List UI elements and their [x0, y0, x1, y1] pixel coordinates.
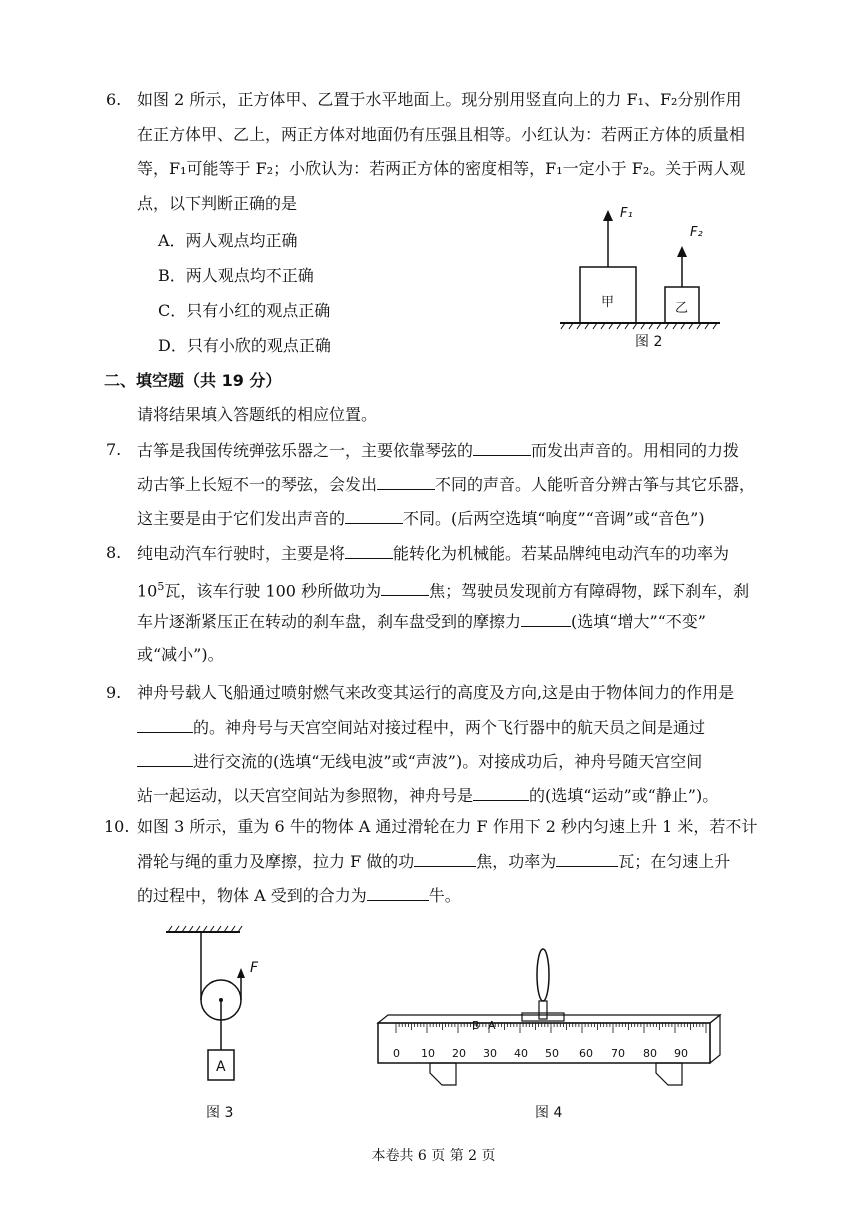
tick-label: 60 [579, 1047, 593, 1060]
q9-blank-3[interactable] [473, 784, 529, 801]
figure-4 [370, 945, 730, 1095]
q9-line-1: 神舟号载人飞船通过喷射燃气来改变其运行的高度及方向,这是由于物体间力的作用是 [137, 683, 735, 702]
lens-base [522, 1013, 564, 1021]
f2-arrowhead [677, 246, 687, 257]
q7-text-3b: 不同。(后两空选填“响度”“音调”或“音色”) [403, 509, 705, 528]
q9-text-4a: 站一起运动，以天宫空间站为参照物，神舟号是 [137, 786, 474, 805]
figure-2-caption: 图 2 [635, 334, 663, 350]
q7-line-3 [137, 507, 705, 530]
tick-label: 10 [421, 1047, 435, 1060]
q6-line-3: 等，F₁可能等于 F₂；小欣认为：若两正方体的密度相等，F₁一定小于 F₂。关于两人观 [137, 159, 746, 178]
q8-power-exponent: 5 [157, 580, 165, 593]
figure-3-caption: 图 3 [206, 1105, 234, 1121]
block-a-label: A [216, 1059, 226, 1075]
figure-4-caption: 图 4 [535, 1105, 563, 1121]
q9-text-4b: 的(选填“运动”或“静止”)。 [529, 786, 719, 805]
tick-label: 50 [545, 1047, 559, 1060]
q10-text-3a: 的过程中，物体 A 受到的合力为 [137, 886, 367, 905]
q10-line-2 [137, 850, 730, 873]
q8-number: 8. [106, 543, 122, 562]
q10-blank-1[interactable] [414, 850, 476, 867]
q7-line-2 [137, 473, 755, 496]
q6-option-b: B．两人观点均不正确 [158, 266, 314, 285]
f1-label: F₁ [620, 206, 633, 221]
q8-blank-3[interactable] [521, 610, 571, 627]
bench-leg-right [656, 1063, 682, 1085]
q9-blank-2[interactable] [137, 750, 193, 767]
q6-line-1: 如图 2 所示，正方体甲、乙置于水平地面上。现分别用竖直向上的力 F₁、F₂分别作用 [137, 90, 742, 109]
point-b-label: B [472, 1019, 480, 1032]
q7-text-3a: 这主要是由于它们发出声音的 [137, 509, 346, 528]
q8-line-3 [137, 610, 706, 633]
section-2-title: 二、填空题（共 19 分） [104, 371, 282, 390]
f1-arrowhead [603, 210, 613, 221]
q9-text-3b: 进行交流的(选填“无线电波”或“声波”)。对接成功后，神舟号随天宫空间 [193, 752, 703, 771]
q8-line-1 [137, 542, 729, 565]
tick-label: 20 [452, 1047, 466, 1060]
q6-option-d: D．只有小欣的观点正确 [158, 336, 331, 355]
cube-jia-label: 甲 [601, 295, 615, 310]
q10-blank-3[interactable] [367, 884, 429, 901]
scale-ticks [396, 1023, 706, 1033]
q10-text-2a: 滑轮与绳的重力及摩擦，拉力 F 做的功 [137, 852, 415, 871]
q7-line-1 [137, 439, 739, 462]
q9-blank-1[interactable] [137, 716, 193, 733]
force-f-label: F [250, 960, 259, 976]
f2-label: F₂ [690, 225, 703, 240]
q8-text-3b: (选填“增大”“不变” [571, 612, 706, 631]
q7-text-2b: 不同的声音。人能听音分辨古筝与其它乐器， [435, 475, 756, 494]
q10-number: 10. [104, 817, 130, 836]
q8-blank-1[interactable] [345, 542, 393, 559]
q6-option-a: A．两人观点均正确 [158, 231, 298, 250]
q8-text-1a: 纯电动汽车行驶时，主要是将 [137, 544, 346, 563]
tick-label: 70 [611, 1047, 625, 1060]
point-a-label: A [488, 1019, 496, 1032]
q9-line-3 [137, 750, 702, 773]
tick-label: 0 [393, 1047, 400, 1060]
lens-holder [539, 1001, 547, 1019]
q6-option-c: C．只有小红的观点正确 [158, 301, 331, 320]
q8-line-2 [137, 576, 749, 602]
q8-text-2a: 瓦，该车行驶 100 秒所做功为 [164, 581, 382, 601]
q8-text-3a: 车片逐渐紧压正在转动的刹车盘，刹车盘受到的摩擦力 [137, 612, 522, 631]
tick-label: 40 [514, 1047, 528, 1060]
bench-end [710, 1015, 720, 1063]
tick-label: 30 [483, 1047, 497, 1060]
q6-number: 6. [106, 90, 122, 109]
q9-text-2b: 的。神舟号与天宫空间站对接过程中，两个飞行器中的航天员之间是通过 [193, 718, 706, 737]
q10-line-1: 如图 3 所示，重为 6 牛的物体 A 通过滑轮在力 F 作用下 2 秒内匀速上升 1 米，若不计 [137, 817, 758, 836]
q8-power-base: 10 [137, 581, 158, 601]
force-arrowhead [237, 968, 245, 978]
q10-text-3b: 牛。 [428, 886, 461, 905]
q7-text-2a: 动古筝上长短不一的琴弦，会发出 [137, 475, 378, 494]
q6-line-2: 在正方体甲、乙上，两正方体对地面仍有压强且相等。小红认为：若两正方体的质量相 [137, 125, 746, 144]
q8-blank-2[interactable] [381, 579, 429, 596]
convex-lens [537, 949, 549, 1001]
q7-text-1b: 而发出声音的。用相同的力拨 [531, 441, 740, 460]
tick-label: 90 [674, 1047, 688, 1060]
q7-blank-1[interactable] [473, 439, 531, 456]
q6-line-4: 点，以下判断正确的是 [137, 194, 298, 213]
q9-line-2 [137, 716, 705, 739]
q7-number: 7. [106, 440, 122, 459]
q9-number: 9. [106, 683, 122, 702]
q8-text-2b: 焦；驾驶员发现前方有障碍物，踩下刹车，刹 [429, 581, 750, 601]
q8-text-1b: 能转化为机械能。若某品牌纯电动汽车的功率为 [393, 544, 730, 563]
section-2-instruction: 请将结果填入答题纸的相应位置。 [137, 405, 378, 424]
cube-yi-label: 乙 [675, 301, 689, 316]
tick-label: 80 [643, 1047, 657, 1060]
q7-blank-3[interactable] [345, 507, 403, 524]
bench-top [378, 1015, 720, 1023]
q10-blank-2[interactable] [556, 850, 618, 867]
q10-text-2c: 瓦；在匀速上升 [618, 852, 731, 871]
q10-line-3 [137, 884, 461, 907]
figure-3 [160, 922, 270, 1092]
q9-line-4 [137, 784, 718, 807]
bench-leg-left [430, 1063, 456, 1085]
q8-line-4: 或“减小”)。 [137, 645, 224, 664]
q7-text-1a: 古筝是我国传统弹弦乐器之一，主要依靠琴弦的 [137, 441, 474, 460]
page-footer: 本卷共 6 页 第 2 页 [371, 1148, 496, 1164]
q7-blank-2[interactable] [377, 473, 435, 490]
q10-text-2b: 焦，功率为 [476, 852, 557, 871]
